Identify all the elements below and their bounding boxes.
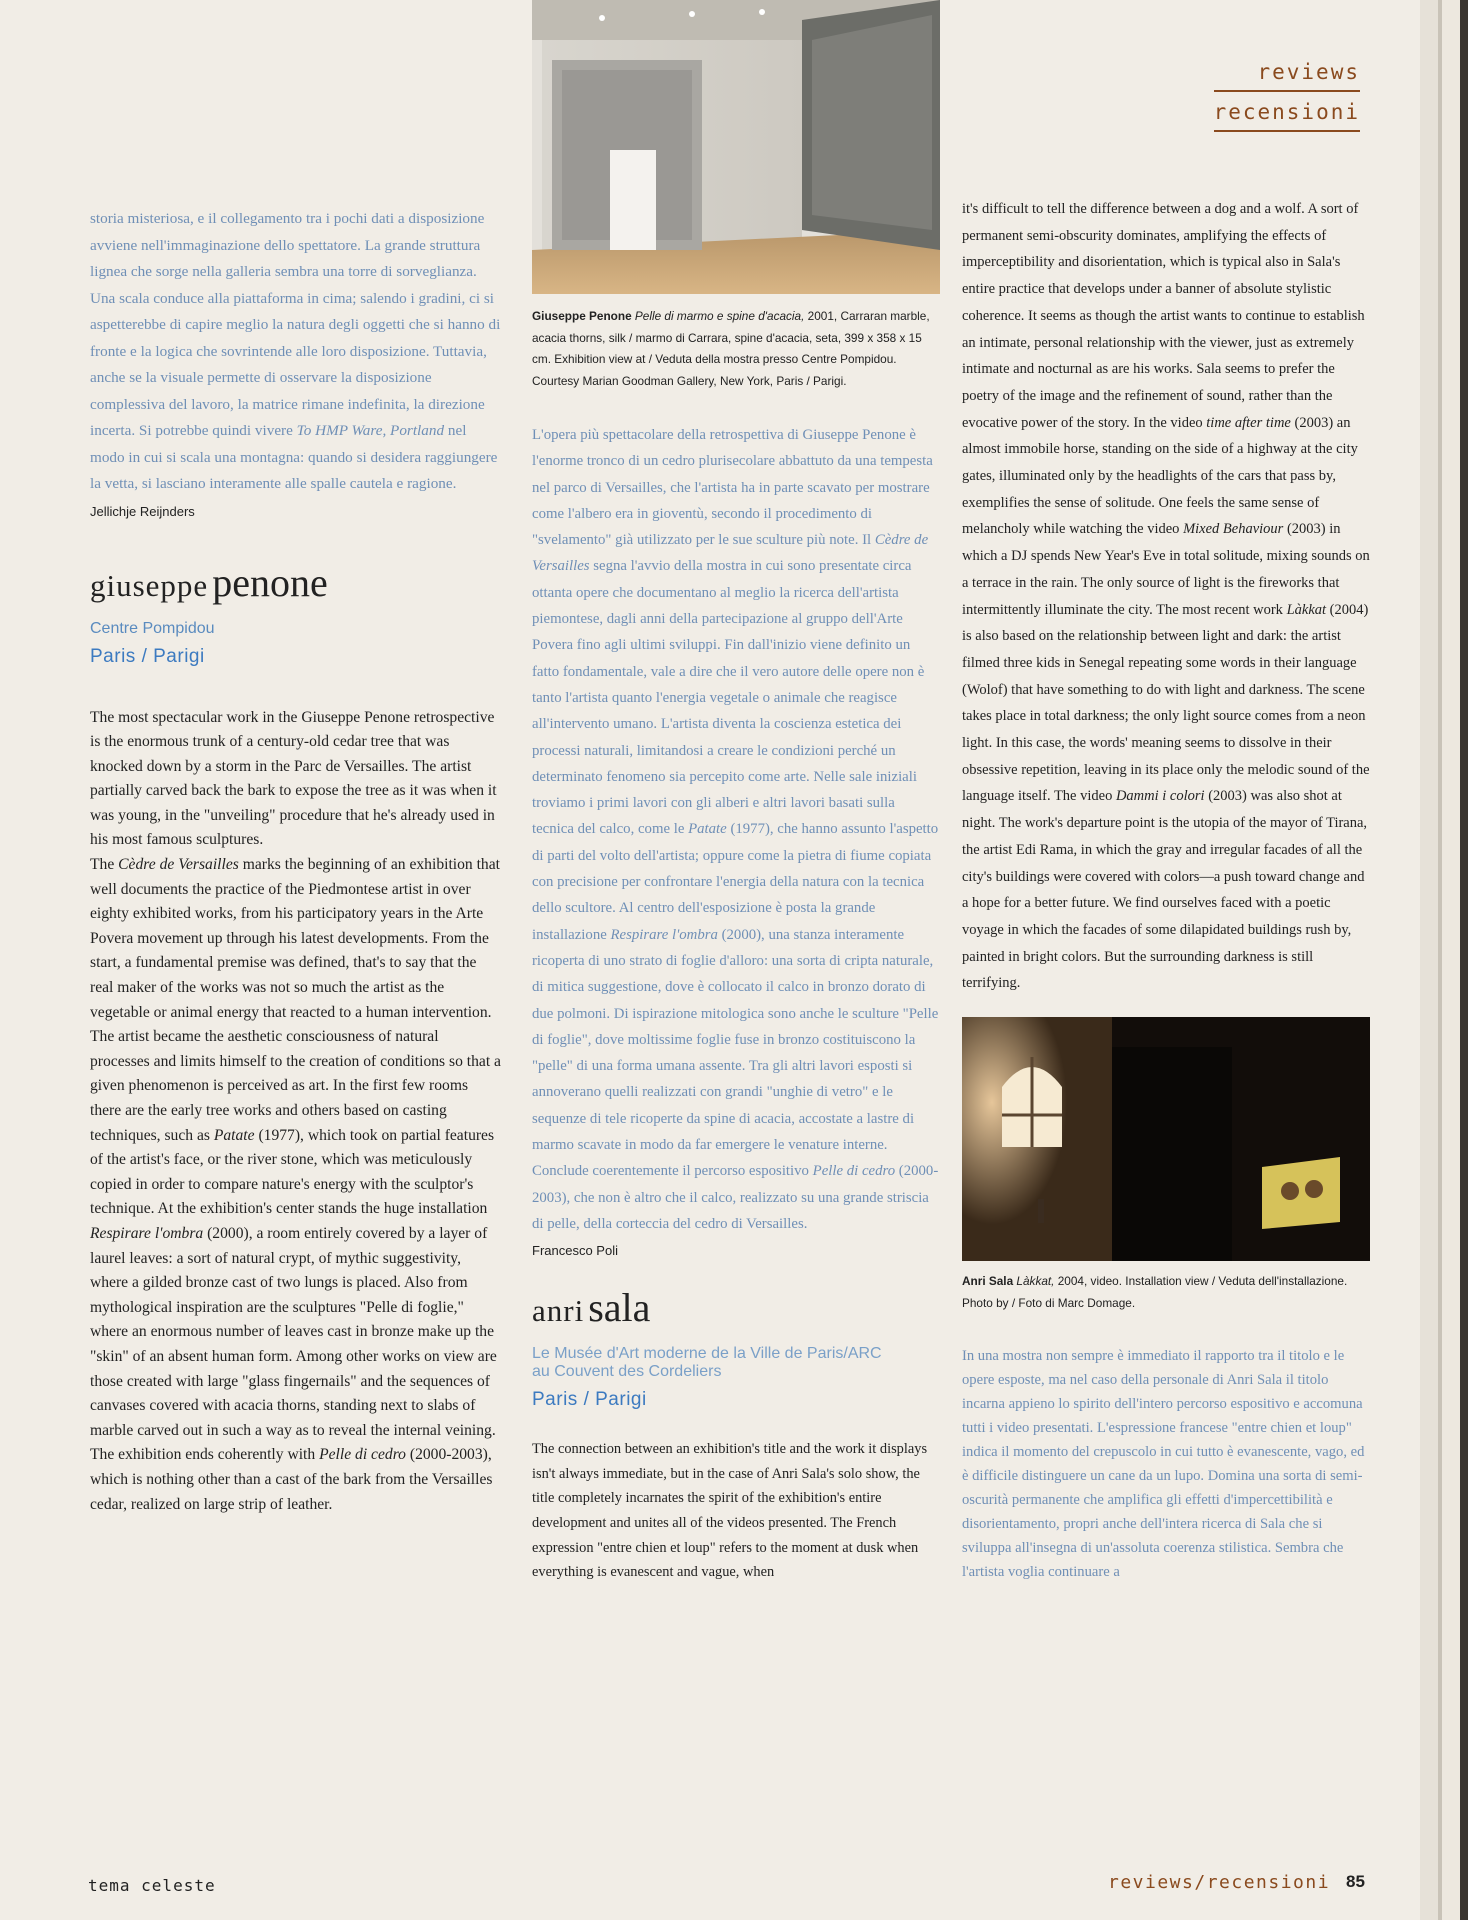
penone-paragraph-1: The most spectacular work in the Giuseppe Penone retrospective is the enormous trunk of a century-old cedar tree that was knocked down by a storm in the Parc de Versailles. The artist partially carved back the bark to expose the tree as it was when it was young, in the "unveiling" procedure that he's already used in his most famous sculptures. xyxy=(90,708,497,849)
signature-reijnders: Jellichje Reijnders xyxy=(90,503,195,519)
work-title: Mixed Behaviour xyxy=(1183,521,1284,538)
page-edge xyxy=(1420,0,1468,1920)
penone-title xyxy=(90,559,502,606)
section-tag xyxy=(1214,60,1360,132)
sala-installation-photo xyxy=(962,1017,1370,1261)
work-title: Respirare l'ombra xyxy=(90,1224,204,1242)
text-run: (1977), che hanno assunto l'aspetto di parti del volto dell'artista; oppure come la pietra di fiume copiata con precisione per confrontare l'energia della natura con la tecnica dello scultore. Al centro dell'esposizione è posta la grande installazione xyxy=(532,821,939,943)
sala-title-last: sala xyxy=(588,1285,651,1331)
footer-magazine-name: tema celeste xyxy=(88,1876,216,1895)
text-run: (1977), which took on partial features of the artist's face, or the river stone, which was meticulously copied in order to compare nature's energy with the sculptor's technique. At the exhibition's center stands the huge installation xyxy=(90,1126,495,1218)
italian-tail-paragraph xyxy=(90,206,502,498)
work-title: Làkkat xyxy=(1286,601,1327,618)
text-run: it's difficult to tell the difference between a dog and a wolf. A sort of permanent semi-obscurity dominates, amplifying the effects of imperceptibility and disorientation, which is typical also in Sala's entire practice that develops under a banner of absolute stylistic coherence. It seems as though the artist wants to continue to establish an intimate, personal relationship with the viewer, just as extremely intimate and nocturnal as are his works. Sala seems to prefer the poetry of the image and the refinement of sound, rather than the evocative power of the story. In the video xyxy=(962,201,1365,431)
text-run: The xyxy=(90,856,119,874)
penone-title-last: penone xyxy=(212,559,328,605)
signature-poli: Francesco Poli xyxy=(532,1243,618,1259)
work-title: Dammi i colori xyxy=(1115,788,1205,805)
caption-work-title: Pelle di marmo e spine d'acacia, xyxy=(634,309,805,323)
column-3 xyxy=(962,196,1370,1584)
sala-title-first: anri xyxy=(532,1293,585,1329)
section-tag-it: recensioni xyxy=(1214,100,1360,132)
page-number: 85 xyxy=(1346,1872,1365,1891)
footer-section: reviews/recensioni xyxy=(1108,1872,1331,1893)
sala-paragraph-1: The connection between an exhibition's title and the work it displays isn't always immediate, but in the case of Anri Sala's solo show, the title completely incarnates the spirit of the exhibition's entire development and unites all of the videos presented. The French expression "entre chien et loup" refers to the moment at dusk when everything is evanescent and vague, when xyxy=(532,1441,928,1581)
sala-paragraph-2 xyxy=(962,196,1370,997)
text-run: (2000-2003), which is nothing other than a cast of the bark from the Versailles cedar, realized on large strip of leather. xyxy=(90,1446,493,1513)
text-run: (2003) in which a DJ spends New Year's Eve in total solitude, mixing sounds on a terrace in the rain. The only source of light is the fireworks that intermittently illuminate the city. The most recent work xyxy=(962,521,1370,618)
caption-work-title: Làkkat, xyxy=(1016,1274,1055,1289)
caption-details: 2004, video. Installation view / Veduta dell'installazione. Photo by / Foto di Marc Domage. xyxy=(962,1274,1348,1310)
penone-photo-caption xyxy=(532,306,932,392)
penone-paragraph-2 xyxy=(90,853,502,1517)
italian-tail-end: nel modo in cui si scala una montagna: quando si desidera raggiungere la vetta, si lasciano interamente alle spalle cautela e ragione. xyxy=(90,422,498,492)
penone-title-first: giuseppe xyxy=(90,567,209,603)
text-run: (2003) was also shot at night. The work's departure point is the utopia of the mayor of Tirana, the artist Edi Rama, in which the gray and irregular facades of all the city's buildings were covered with colors—a push toward change and a hope for a better future. We find ourselves faced with a poetic voyage in which the facades of some dilapidated buildings rush by, painted in bright colors. But the surrounding darkness is still terrifying. xyxy=(962,788,1368,992)
work-title: Pelle di cedro xyxy=(812,1163,896,1180)
text-run: (2000), una stanza interamente ricoperta di uno strato di foglie d'alloro: una sorta di cripta naturale, di mitica suggestione, dove è collocato il calco in bronzo dorato di due polmoni. Di ispirazione mitologica sono anche le sculture "Pelle di foglie", dove moltissime foglie fuse in bronzo costituiscono la "pelle" di una forma umana assente. Tra gli altri lavori esposti si annoverano quelli realizzati con grandi "unghie di vetro" e le sequenze di tele ricoperte da spine di acacia, accostate a lastre di marmo scavate in modo da far emergere le venature interne. Conclude coerentemente il percorso espositivo xyxy=(532,926,939,1180)
section-tag-en: reviews xyxy=(1214,60,1360,92)
work-title: Cèdre de Versailles xyxy=(532,532,929,575)
work-title: time after time xyxy=(1206,414,1291,431)
penone-venue: Centre Pompidou xyxy=(90,619,215,637)
text-run: (2000), a room entirely covered by a layer of laurel leaves: a sort of natural crypt, of mythic suggestivity, where a gilded bronze cast of two lungs is placed. Also from mythological inspiration are the sculptures "Pelle di foglie," where an enormous number of leaves cast in bronze make up the "skin" of an absent human form. Among other works on view are those created with large "glass fingernails" and the sequences of canvases covered with acacia thorns, standing next to slabs of marble carved out in such a way as to reveal the internal veining. The exhibition ends coherently with xyxy=(90,1224,497,1464)
text-run: L'opera più spettacolare della retrospettiva di Giuseppe Penone è l'enorme tronco di un cedro plurisecolare abbattuto da una tempesta nel parco di Versailles, che l'artista ha in parte scavato per mostrare come l'albero era in gioventù, secondo il procedimento di "svelamento" già utilizzato per le sue sculture più note. Il xyxy=(532,427,933,549)
work-title: Pelle di cedro xyxy=(319,1446,406,1464)
column-1 xyxy=(90,206,502,1517)
sala-city: Paris / Parigi xyxy=(532,1389,647,1411)
work-title: Patate xyxy=(213,1126,255,1144)
caption-details: 2001, Carraran marble, acacia thorns, silk / marmo di Carrara, spine d'acacia, seta, 399 x 358 x 15 cm. Exhibition view at / Veduta della mostra presso Centre Pompidou. Courtesy Marian Goodman Gallery, New York, Paris / Parigi. xyxy=(532,309,930,388)
caption-artist: Giuseppe Penone xyxy=(532,309,632,323)
penone-city: Paris / Parigi xyxy=(90,645,205,667)
column-2 xyxy=(532,0,940,1585)
penone-italian-paragraph xyxy=(532,422,940,1237)
italian-tail-italic: To HMP Ware, Portland xyxy=(296,422,445,439)
work-title: Cèdre de Versailles xyxy=(118,856,239,874)
sala-photo-caption xyxy=(962,1271,1362,1314)
penone-exhibition-photo xyxy=(532,0,940,294)
text-run: segna l'avvio della mostra in cui sono presentate circa ottanta opere che documentano al meglio la ricerca dell'artista piemontese, dagli anni della partecipazione al gruppo dell'Arte Povera fino agli ultimi sviluppi. Fin dall'inizio viene definito un fatto fondamentale, vale a dire che il vero autore delle opere non è tanto l'artista quanto l'energia vegetale o animale che reagisce all'intervento umano. L'artista diventa la coscienza estetica dei processi naturali, limitandosi a creare le condizioni perché un determinato fenomeno sia percepito come arte. Nelle sale iniziali troviamo i primi lavori con gli alberi e altri lavori basati sulla tecnica del calco, come le xyxy=(532,558,925,838)
text-run: (2003) an almost immobile horse, standing on the side of a highway at the city gates, illuminated only by the headlights of the cars that pass by, exemplifies the sense of solitude. One feels the same sense of melancholy while watching the video xyxy=(962,414,1358,538)
italian-tail-text: storia misteriosa, e il collegamento tra i pochi dati a disposizione avviene nell'immaginazione dello spettatore. La grande struttura lignea che sorge nella galleria sembra una torre di sorveglianza. Una scala conduce alla piattaforma in cima; salendo i gradini, ci si aspetterebbe di capire meglio la natura degli oggetti che si hanno di fronte e la logica che sovrintende alle loro disposizione. Tuttavia, anche se la visuale permette di osservare la disposizione complessiva del lavoro, la matrice rimane indefinita, la direzione incerta. Si potrebbe quindi vivere xyxy=(90,210,501,439)
sala-italian-paragraph: In una mostra non sempre è immediato il rapporto tra il titolo e le opere esposte, ma nel caso della personale di Anri Sala il titolo incarna appieno lo spirito dell'intero percorso espositivo e accomuna tutti i video presentati. L'espressione francese "entre chien et loup" indica il momento del crepuscolo in cui tutto è evanescente, vago, ed è difficile distinguere un cane da un lupo. Domina una sorta di semi-oscurità permanente che amplifica gli effetti d'impercettibilità e disorientamento, propri anche dell'intera ricerca di Sala che si sviluppa all'insegna di un'assoluta coerenza stilistica. Sembra che l'artista voglia continuare a xyxy=(962,1348,1365,1581)
text-run: (2000-2003), che non è altro che il calco, realizzato su una grande striscia di pelle, della corteccia del cedro di Versailles. xyxy=(532,1163,939,1232)
sala-venue: Le Musée d'Art moderne de la Ville de Paris/ARC au Couvent des Cordeliers xyxy=(532,1345,882,1381)
sala-title xyxy=(532,1284,940,1331)
text-run: (2004) is also based on the relationship between light and dark: the artist filmed three kids in Senegal repeating some words in their language (Wolof) that have something to do with light and darkness. The scene takes place in total darkness; the only light source comes from a neon light. In this case, the words' meaning seems to dissolve in their obsessive repetition, leaving in its place only the melodic sound of the language itself. The video xyxy=(962,601,1370,805)
text-run: marks the beginning of an exhibition that well documents the practice of the Piedmontese artist in over eighty exhibited works, from his participatory years in the Arte Povera movement up through his latest developments. From the start, a fundamental premise was defined, that's to say that the real maker of the works was not so much the artist as the vegetable or animal energy that reacted to a human intervention. The artist became the aesthetic consciousness of natural processes and limits himself to the creation of conditions so that a given phenomenon is perceived as art. In the first few rooms there are the early tree works and others based on casting techniques, such as xyxy=(90,856,501,1144)
work-title: Patate xyxy=(688,821,727,838)
caption-artist: Anri Sala xyxy=(962,1274,1014,1289)
work-title: Respirare l'ombra xyxy=(610,926,718,943)
